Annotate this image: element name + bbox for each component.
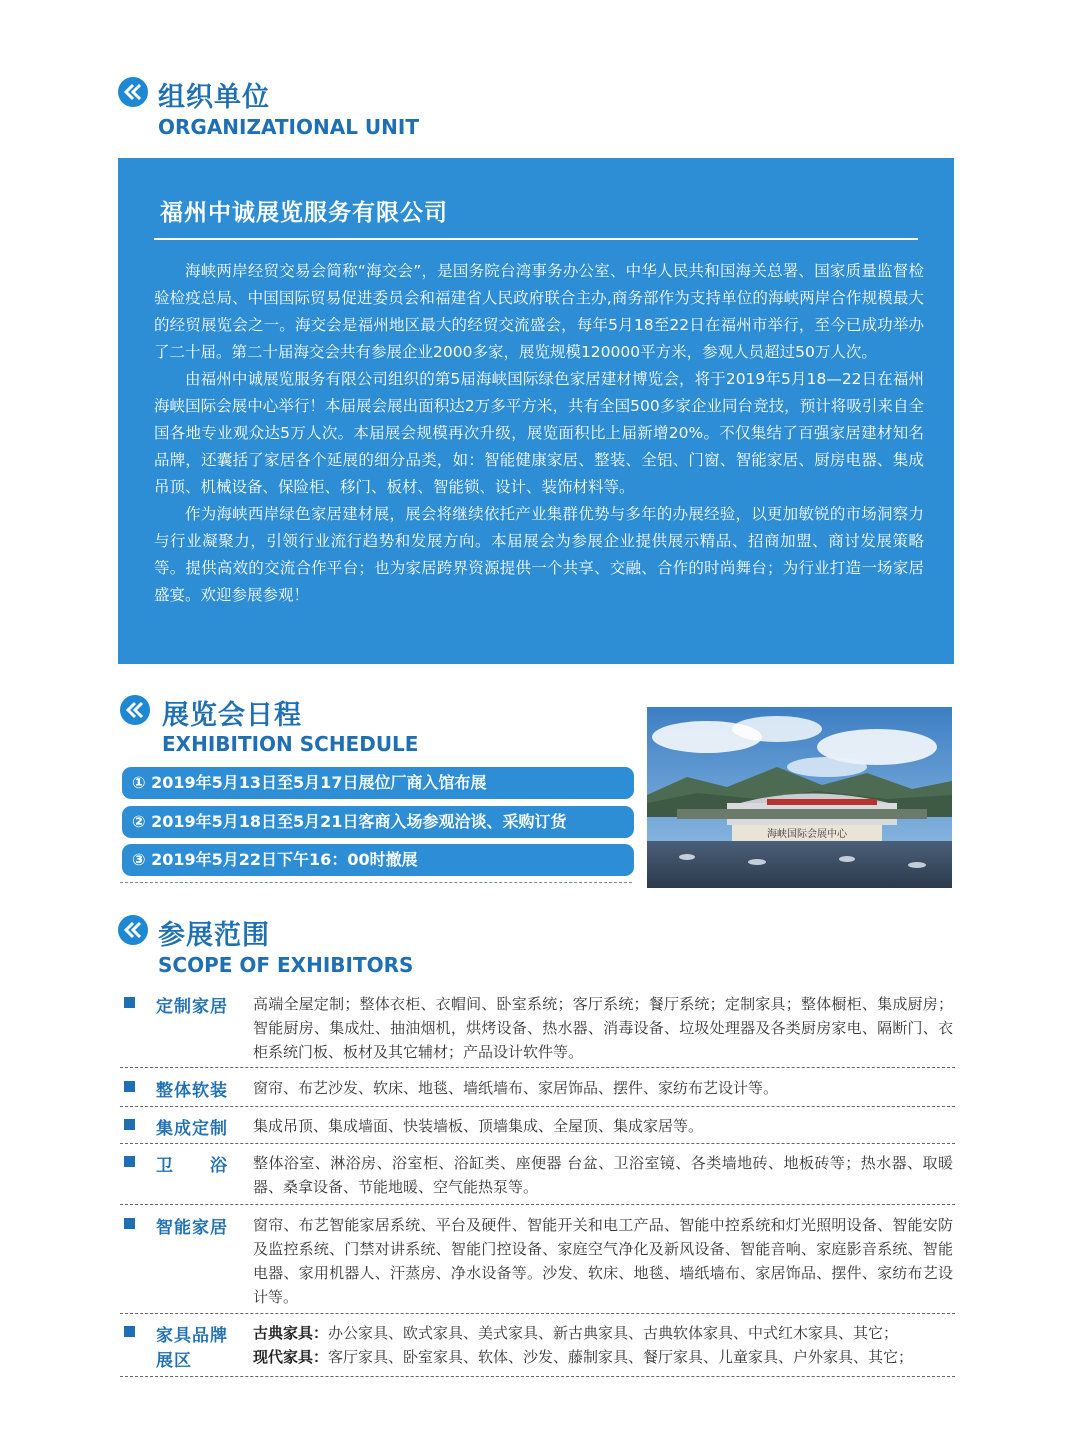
bullet-square-icon xyxy=(124,997,135,1008)
bullet-square-icon xyxy=(124,1081,135,1092)
category-label: 定制家居 xyxy=(156,997,228,1017)
bullet-square-icon xyxy=(124,1156,135,1167)
category-label: 展区 xyxy=(156,1351,192,1371)
section-subtitle-scope: SCOPE OF EXHIBITORS xyxy=(158,953,414,977)
category-text: 整体浴室、淋浴房、浴室柜、浴缸类、座便器 台盆、卫浴室镜、各类墙地砖、地板砖等；热水器、取暖器、桑拿设备、节能地暖、空气能热泵等。 xyxy=(253,1154,953,1196)
scope-category-furniture-brands xyxy=(120,1321,955,1373)
divider xyxy=(154,238,918,240)
divider xyxy=(120,1143,955,1144)
section-title-organizational-unit: 组织单位 xyxy=(158,82,270,113)
divider xyxy=(120,1067,955,1068)
chevron-left-icon xyxy=(120,695,150,725)
category-label: 家具品牌 xyxy=(156,1326,228,1346)
line-text: 客厅家具、卧室家具、软体、沙发、藤制家具、餐厅家具、儿童家具、户外家具、其它； xyxy=(328,1348,914,1366)
venue-photo xyxy=(647,707,952,888)
category-text xyxy=(253,1321,953,1369)
section-title-scope: 参展范围 xyxy=(158,920,270,951)
chevron-left-icon xyxy=(118,77,148,107)
scope-category-integrated-custom xyxy=(120,1114,955,1142)
section-title-exhibition-schedule: 展览会日程 xyxy=(162,700,302,731)
bullet-square-icon xyxy=(124,1326,135,1337)
category-label: 整体软装 xyxy=(156,1081,228,1101)
divider xyxy=(120,1313,955,1314)
furniture-line xyxy=(253,1321,953,1345)
divider xyxy=(120,1376,955,1377)
bullet-square-icon xyxy=(124,1218,135,1229)
divider xyxy=(120,1106,955,1107)
section-subtitle-organizational-unit: ORGANIZATIONAL UNIT xyxy=(158,115,419,139)
paragraph: 海峡两岸经贸交易会简称“海交会”，是国务院台湾事务办公室、中华人民共和国海关总署、国家质量监督检验检疫总局、中国国际贸易促进委员会和福建省人民政府联合主办,商务部作为支持单位的海峡两岸合作规模最大的经贸展览会之一。海交会是福州地区最大的经贸交流盛会，每年5月18至22日在福州市举行，至今已成功举办了二十届。第二十届海交会共有参展企业2000多家，展览规模120000平方米，参观人员超过50万人次。 xyxy=(154,262,924,361)
category-text: 窗帘、布艺沙发、软床、地毯、墙纸墙布、家居饰品、摆件、家纺布艺设计等。 xyxy=(253,1079,779,1097)
section-subtitle-exhibition-schedule: EXHIBITION SCHEDULE xyxy=(162,732,419,756)
divider xyxy=(120,1204,955,1205)
line-prefix: 古典家具： xyxy=(253,1324,329,1342)
schedule-item: ① 2019年5月13日至5月17日展位厂商入馆布展 xyxy=(122,767,634,799)
category-text: 集成吊顶、集成墙面、快装墙板、顶墙集成、全屋顶、集成家居等。 xyxy=(253,1117,704,1135)
venue-sign: 海峡国际会展中心 xyxy=(767,829,847,840)
company-name: 福州中诚展览服务有限公司 xyxy=(160,200,448,226)
line-prefix: 现代家具： xyxy=(253,1348,329,1366)
category-label: 集成定制 xyxy=(156,1119,228,1139)
chevron-left-icon xyxy=(118,915,148,945)
category-label: 卫 浴 xyxy=(156,1156,228,1176)
divider xyxy=(120,882,632,883)
category-text: 高端全屋定制；整体衣柜、衣帽间、卧室系统；客厅系统；餐厅系统；定制家具；整体橱柜、集成厨房；智能厨房、集成灶、抽油烟机，烘烤设备、热水器、消毒设备、垃圾处理器及各类厨房家电、隔断门、衣柜系统门板、板材及其它辅材；产品设计软件等。 xyxy=(253,995,953,1061)
scope-category-soft-furnishing xyxy=(120,1076,955,1104)
scope-category-bathroom xyxy=(120,1151,955,1203)
paragraph: 由福州中诚展览服务有限公司组织的第5届海峡国际绿色家居建材博览会，将于2019年5月18—22日在福州海峡国际会展中心举行！本届展会展出面积达2万多平方米，共有全国500多家企业同台竞技，预计将吸引来自全国各地专业观众达5万人次。本届展会规模再次升级，展览面积比上届新增20%。不仅集结了百强家居建材知名品牌，还囊括了家居各个延展的细分品类，如：智能健康家居、整装、全铝、门窗、智能家居、厨房电器、集成吊顶、机械设备、保险柜、移门、板材、智能锁、设计、装饰材料等。 xyxy=(154,370,924,496)
line-text: 办公家具、欧式家具、美式家具、新古典家具、古典软体家具、中式红木家具、其它； xyxy=(328,1324,899,1342)
furniture-line xyxy=(253,1345,953,1369)
category-text: 窗帘、布艺智能家居系统、平台及硬件、智能开关和电工产品、智能中控系统和灯光照明设备、智能安防及监控系统、门禁对讲系统、智能门控设备、家庭空气净化及新风设备、智能音响、家庭影音系统、智能电器、家用机器人、汗蒸房、净水设备等。沙发、软床、地毯、墙纸墙布、家居饰品、摆件、家纺布艺设计等。 xyxy=(253,1216,953,1306)
organizational-unit-body xyxy=(154,258,924,609)
organizational-unit-panel xyxy=(118,158,954,664)
paragraph: 作为海峡西岸绿色家居建材展，展会将继续依托产业集群优势与多年的办展经验，以更加敏锐的市场洞察力与行业凝聚力，引领行业流行趋势和发展方向。本届展会为参展企业提供展示精品、招商加盟、商讨发展策略等。提供高效的交流合作平台；也为家居跨界资源提供一个共享、交融、合作的时尚舞台；为行业打造一场家居盛宴。欢迎参展参观！ xyxy=(154,505,924,604)
schedule-item: ③ 2019年5月22日下午16：00时撤展 xyxy=(122,844,634,876)
scope-category-smart-home xyxy=(120,1213,955,1311)
category-label: 智能家居 xyxy=(156,1218,228,1238)
schedule-item: ② 2019年5月18日至5月21日客商入场参观洽谈、采购订货 xyxy=(122,806,634,838)
scope-category-custom-home xyxy=(120,992,955,1068)
bullet-square-icon xyxy=(124,1119,135,1130)
